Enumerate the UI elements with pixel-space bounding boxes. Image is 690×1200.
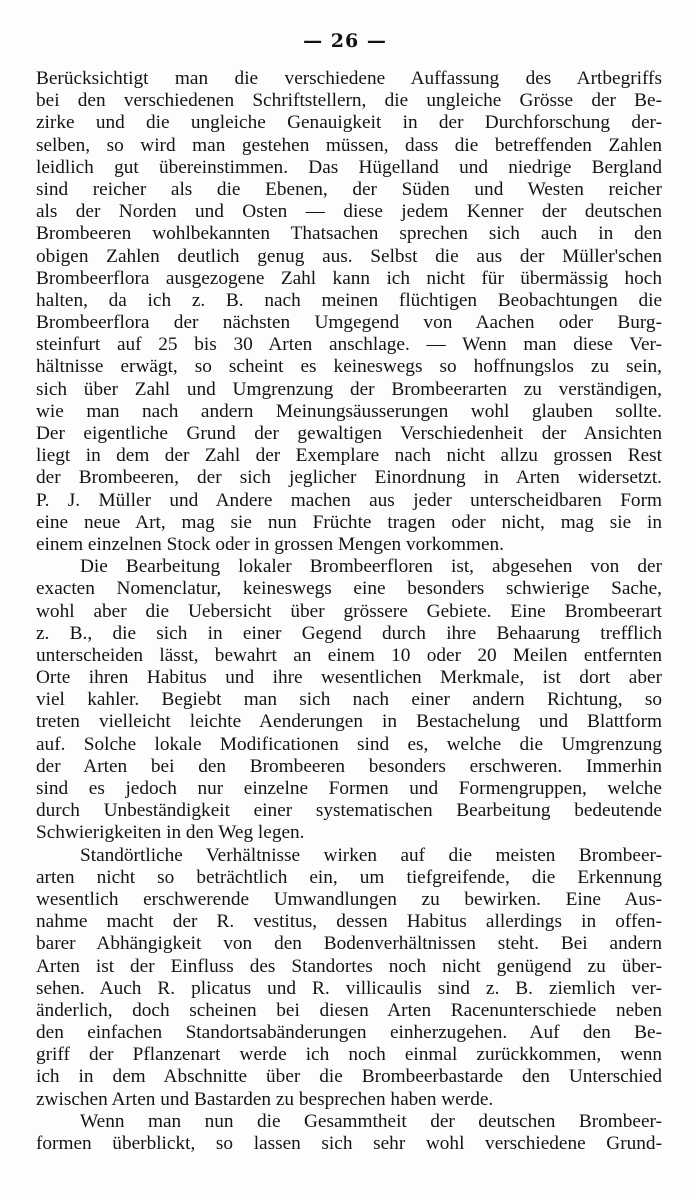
- text-line: Brombeerflora der nächsten Umgegend von Aachen oder Burg-: [36, 312, 662, 334]
- text-line: P. J. Müller und Andere machen aus jeder unterscheidbaren Form: [36, 489, 662, 511]
- text-line: nahme macht der R. vestitus, dessen Habitus allerdings in offen-: [36, 911, 662, 933]
- text-line: als der Norden und Osten — diese jedem Kenner der deutschen: [36, 201, 662, 223]
- paragraph-3: [36, 845, 662, 1111]
- text-line: Wenn man nun die Gesammtheit der deutschen Brombeer-: [80, 1110, 662, 1132]
- text-line: ich in dem Abschnitte über die Brombeerbastarde den Unterschied: [36, 1066, 662, 1088]
- text-line: sind es jedoch nur einzelne Formen und Formengruppen, welche: [36, 778, 662, 799]
- text-line: änderlich, doch scheinen bei diesen Arten Racenunterschiede neben: [36, 999, 662, 1021]
- text-line: sind reicher als die Ebenen, der Süden und Westen reicher: [36, 178, 662, 200]
- text-line: Brombeeren wohlbekannten Thatsachen sprechen sich auch in den: [36, 223, 662, 245]
- text-line: unterscheiden lässt, bewahrt an einem 10 oder 20 Meilen entfernten: [36, 644, 662, 666]
- text-line: auf. Solche lokale Modificationen sind es, welche die Umgrenzung: [36, 733, 662, 755]
- text-line: leidlich gut übereinstimmen. Das Hügelland und niedrige Bergland: [36, 156, 662, 178]
- text-line: wohl aber die Uebersicht über grössere Gebiete. Eine Brombeerart: [36, 600, 662, 622]
- text-line: zwischen Arten und Bastarden zu besprechen haben werde.: [36, 1088, 494, 1110]
- text-line: einem einzelnen Stock oder in grossen Mengen vorkommen.: [36, 533, 504, 555]
- text-line: Die Bearbeitung lokaler Brombeerfloren ist, abgesehen von der: [80, 556, 662, 578]
- paragraph-2: [36, 556, 662, 844]
- text-line: eine neue Art, mag sie nun Früchte tragen oder nicht, mag sie in: [36, 511, 662, 533]
- text-line: Brombeerflora ausgezogene Zahl kann ich nicht für übermässig hoch: [36, 267, 662, 289]
- text-line: Schwierigkeiten in den Weg legen.: [36, 822, 305, 844]
- text-line: obigen Zahlen deutlich genug aus. Selbst die aus der Müller'schen: [36, 245, 662, 267]
- text-line: Berücksichtigt man die verschiedene Auffassung des Artbegriffs: [36, 68, 662, 89]
- text-line: barer Abhängigkeit von den Bodenverhältnissen steht. Bei andern: [36, 933, 662, 955]
- text-line: den einfachen Standortsabänderungen einherzugehen. Auf den Be-: [36, 1022, 662, 1044]
- text-line: wie man nach andern Meinungsäusserungen wohl glauben sollte.: [36, 400, 662, 422]
- paragraph-4: [36, 1111, 662, 1155]
- text-line: durch Unbeständigkeit einer systematischen Bearbeitung bedeutende: [36, 800, 662, 822]
- text-line: viel kahler. Begiebt man sich nach einer andern Richtung, so: [36, 689, 662, 711]
- text-line: arten nicht so beträchtlich ein, um tiefgreifende, die Erkennung: [36, 866, 662, 888]
- text-line: der Arten bei den Brombeeren besonders erschweren. Immerhin: [36, 755, 662, 777]
- text-line: steinfurt auf 25 bis 30 Arten anschlage. — Wenn man diese Ver-: [36, 334, 662, 356]
- text-line: selben, so wird man gestehen müssen, dass die betreffenden Zahlen: [36, 134, 662, 156]
- text-line: sich über Zahl und Umgrenzung der Brombeerarten zu verständigen,: [36, 378, 662, 400]
- text-line: wesentlich erschwerende Umwandlungen zu bewirken. Eine Aus-: [36, 888, 662, 910]
- text-line: exacten Nomenclatur, keineswegs eine besonders schwierige Sache,: [36, 578, 662, 600]
- text-line: Orte ihren Habitus und ihre wesentlichen Merkmale, ist dort aber: [36, 667, 662, 689]
- text-line: Arten ist der Einfluss des Standortes noch nicht genügend zu über-: [36, 955, 662, 977]
- text-line: der Brombeeren, der sich jeglicher Einordnung in Arten widersetzt.: [36, 467, 662, 489]
- text-line: sehen. Auch R. plicatus und R. villicaulis sind z. B. ziemlich ver-: [36, 977, 662, 999]
- text-line: halten, da ich z. B. nach meinen flüchtigen Beobachtungen die: [36, 289, 662, 311]
- text-line: liegt in dem der Zahl der Exemplare nach nicht allzu grossen Rest: [36, 445, 662, 467]
- text-line: treten vielleicht leichte Aenderungen in Bestachelung und Blattform: [36, 711, 662, 733]
- body-text: [36, 68, 662, 1155]
- text-line: Der eigentliche Grund der gewaltigen Verschiedenheit der Ansichten: [36, 423, 662, 444]
- paragraph-1: [36, 68, 662, 556]
- text-line: zirke und die ungleiche Genauigkeit in der Durchforschung der-: [36, 112, 662, 134]
- text-line: bei den verschiedenen Schriftstellern, die ungleiche Grösse der Be-: [36, 90, 662, 112]
- text-line: Standörtliche Verhältnisse wirken auf die meisten Brombeer-: [80, 844, 662, 866]
- page-number: — 26 —: [303, 30, 387, 52]
- text-line: hältnisse erwägt, so scheint es keineswegs so hoffnungslos zu sein,: [36, 356, 662, 378]
- text-line: formen überblickt, so lassen sich sehr wohl verschiedene Grund-: [36, 1133, 662, 1154]
- text-line: griff der Pflanzenart werde ich noch einmal zurückkommen, wenn: [36, 1044, 662, 1066]
- text-line: z. B., die sich in einer Gegend durch ihre Behaarung trefflich: [36, 622, 662, 644]
